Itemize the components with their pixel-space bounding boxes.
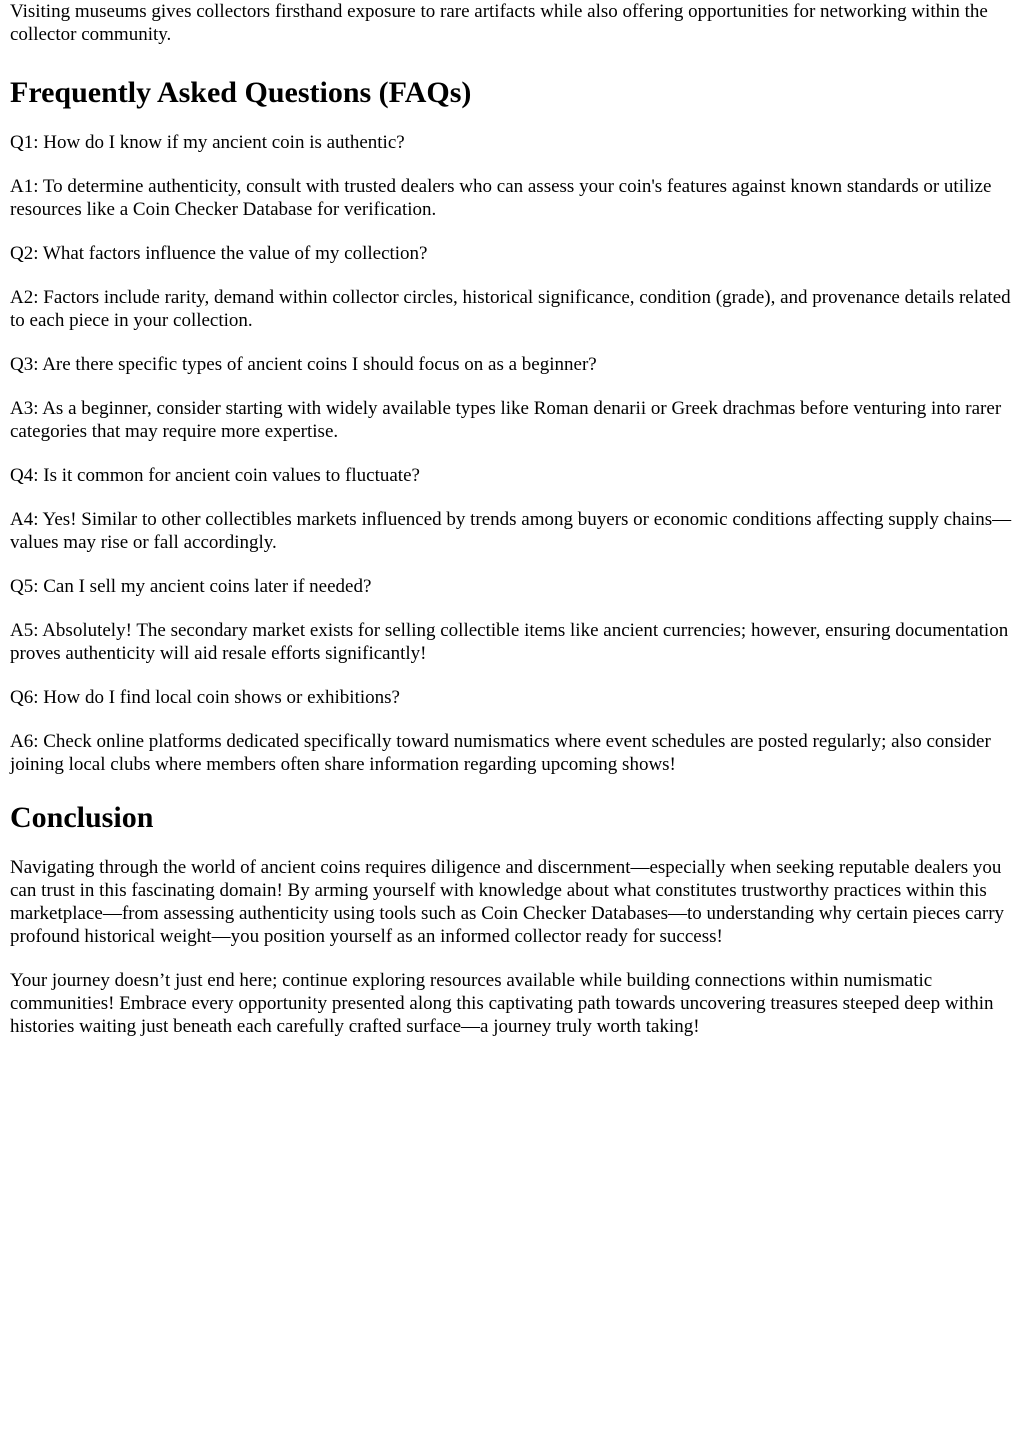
faq-question-3: Q3: Are there specific types of ancient coins I should focus on as a beginner?	[10, 354, 597, 375]
intro-paragraph: Visiting museums gives collectors firsthand exposure to rare artifacts while also offering opportunities for networking within the collector community.	[10, 1, 988, 45]
faq-answer-3: A3: As a beginner, consider starting with widely available types like Roman denarii or Greek drachmas before venturing into rarer categories that may require more expertise.	[10, 398, 1002, 442]
faq-answer-2: A2: Factors include rarity, demand within collector circles, historical significance, condition (grade), and provenance details related to each piece in your collection.	[10, 287, 1011, 331]
faq-question-4: Q4: Is it common for ancient coin values to fluctuate?	[10, 465, 420, 486]
faq-heading: Frequently Asked Questions (FAQs)	[10, 76, 472, 109]
faq-question-5: Q5: Can I sell my ancient coins later if needed?	[10, 576, 372, 597]
conclusion-paragraph-1: Navigating through the world of ancient coins requires diligence and discernment—especially when seeking reputable dealers you can trust in this fascinating domain! By arming yourself with knowledge about what constitutes trustworthy practices within this marketplace—from assessing authenticity using tools such as Coin Checker Databases—to understanding why certain pieces carry profound historical weight—you position yourself as an informed collector ready for success!	[10, 857, 1005, 947]
faq-answer-1: A1: To determine authenticity, consult with trusted dealers who can assess your coin's features against known standards or utilize resources like a Coin Checker Database for verification.	[10, 176, 992, 220]
faq-question-2: Q2: What factors influence the value of my collection?	[10, 243, 428, 264]
faq-answer-6: A6: Check online platforms dedicated specifically toward numismatics where event schedules are posted regularly; also consider joining local clubs where members often share information regarding upcoming shows!	[10, 731, 991, 775]
faq-question-1: Q1: How do I know if my ancient coin is authentic?	[10, 132, 405, 153]
conclusion-heading: Conclusion	[10, 801, 154, 834]
conclusion-paragraph-2: Your journey doesn’t just end here; continue exploring resources available while building connections within numismatic communities! Embrace every opportunity presented along this captivating path towards uncovering treasures steeped deep within histories waiting just beneath each carefully crafted surface—a journey truly worth taking!	[10, 970, 994, 1037]
faq-question-6: Q6: How do I find local coin shows or exhibitions?	[10, 687, 400, 708]
faq-answer-5: A5: Absolutely! The secondary market exists for selling collectible items like ancient currencies; however, ensuring documentation proves authenticity will aid resale efforts significantly!	[10, 620, 1009, 664]
faq-answer-4: A4: Yes! Similar to other collectibles markets influenced by trends among buyers or economic conditions affecting supply chains—values may rise or fall accordingly.	[10, 509, 1012, 553]
